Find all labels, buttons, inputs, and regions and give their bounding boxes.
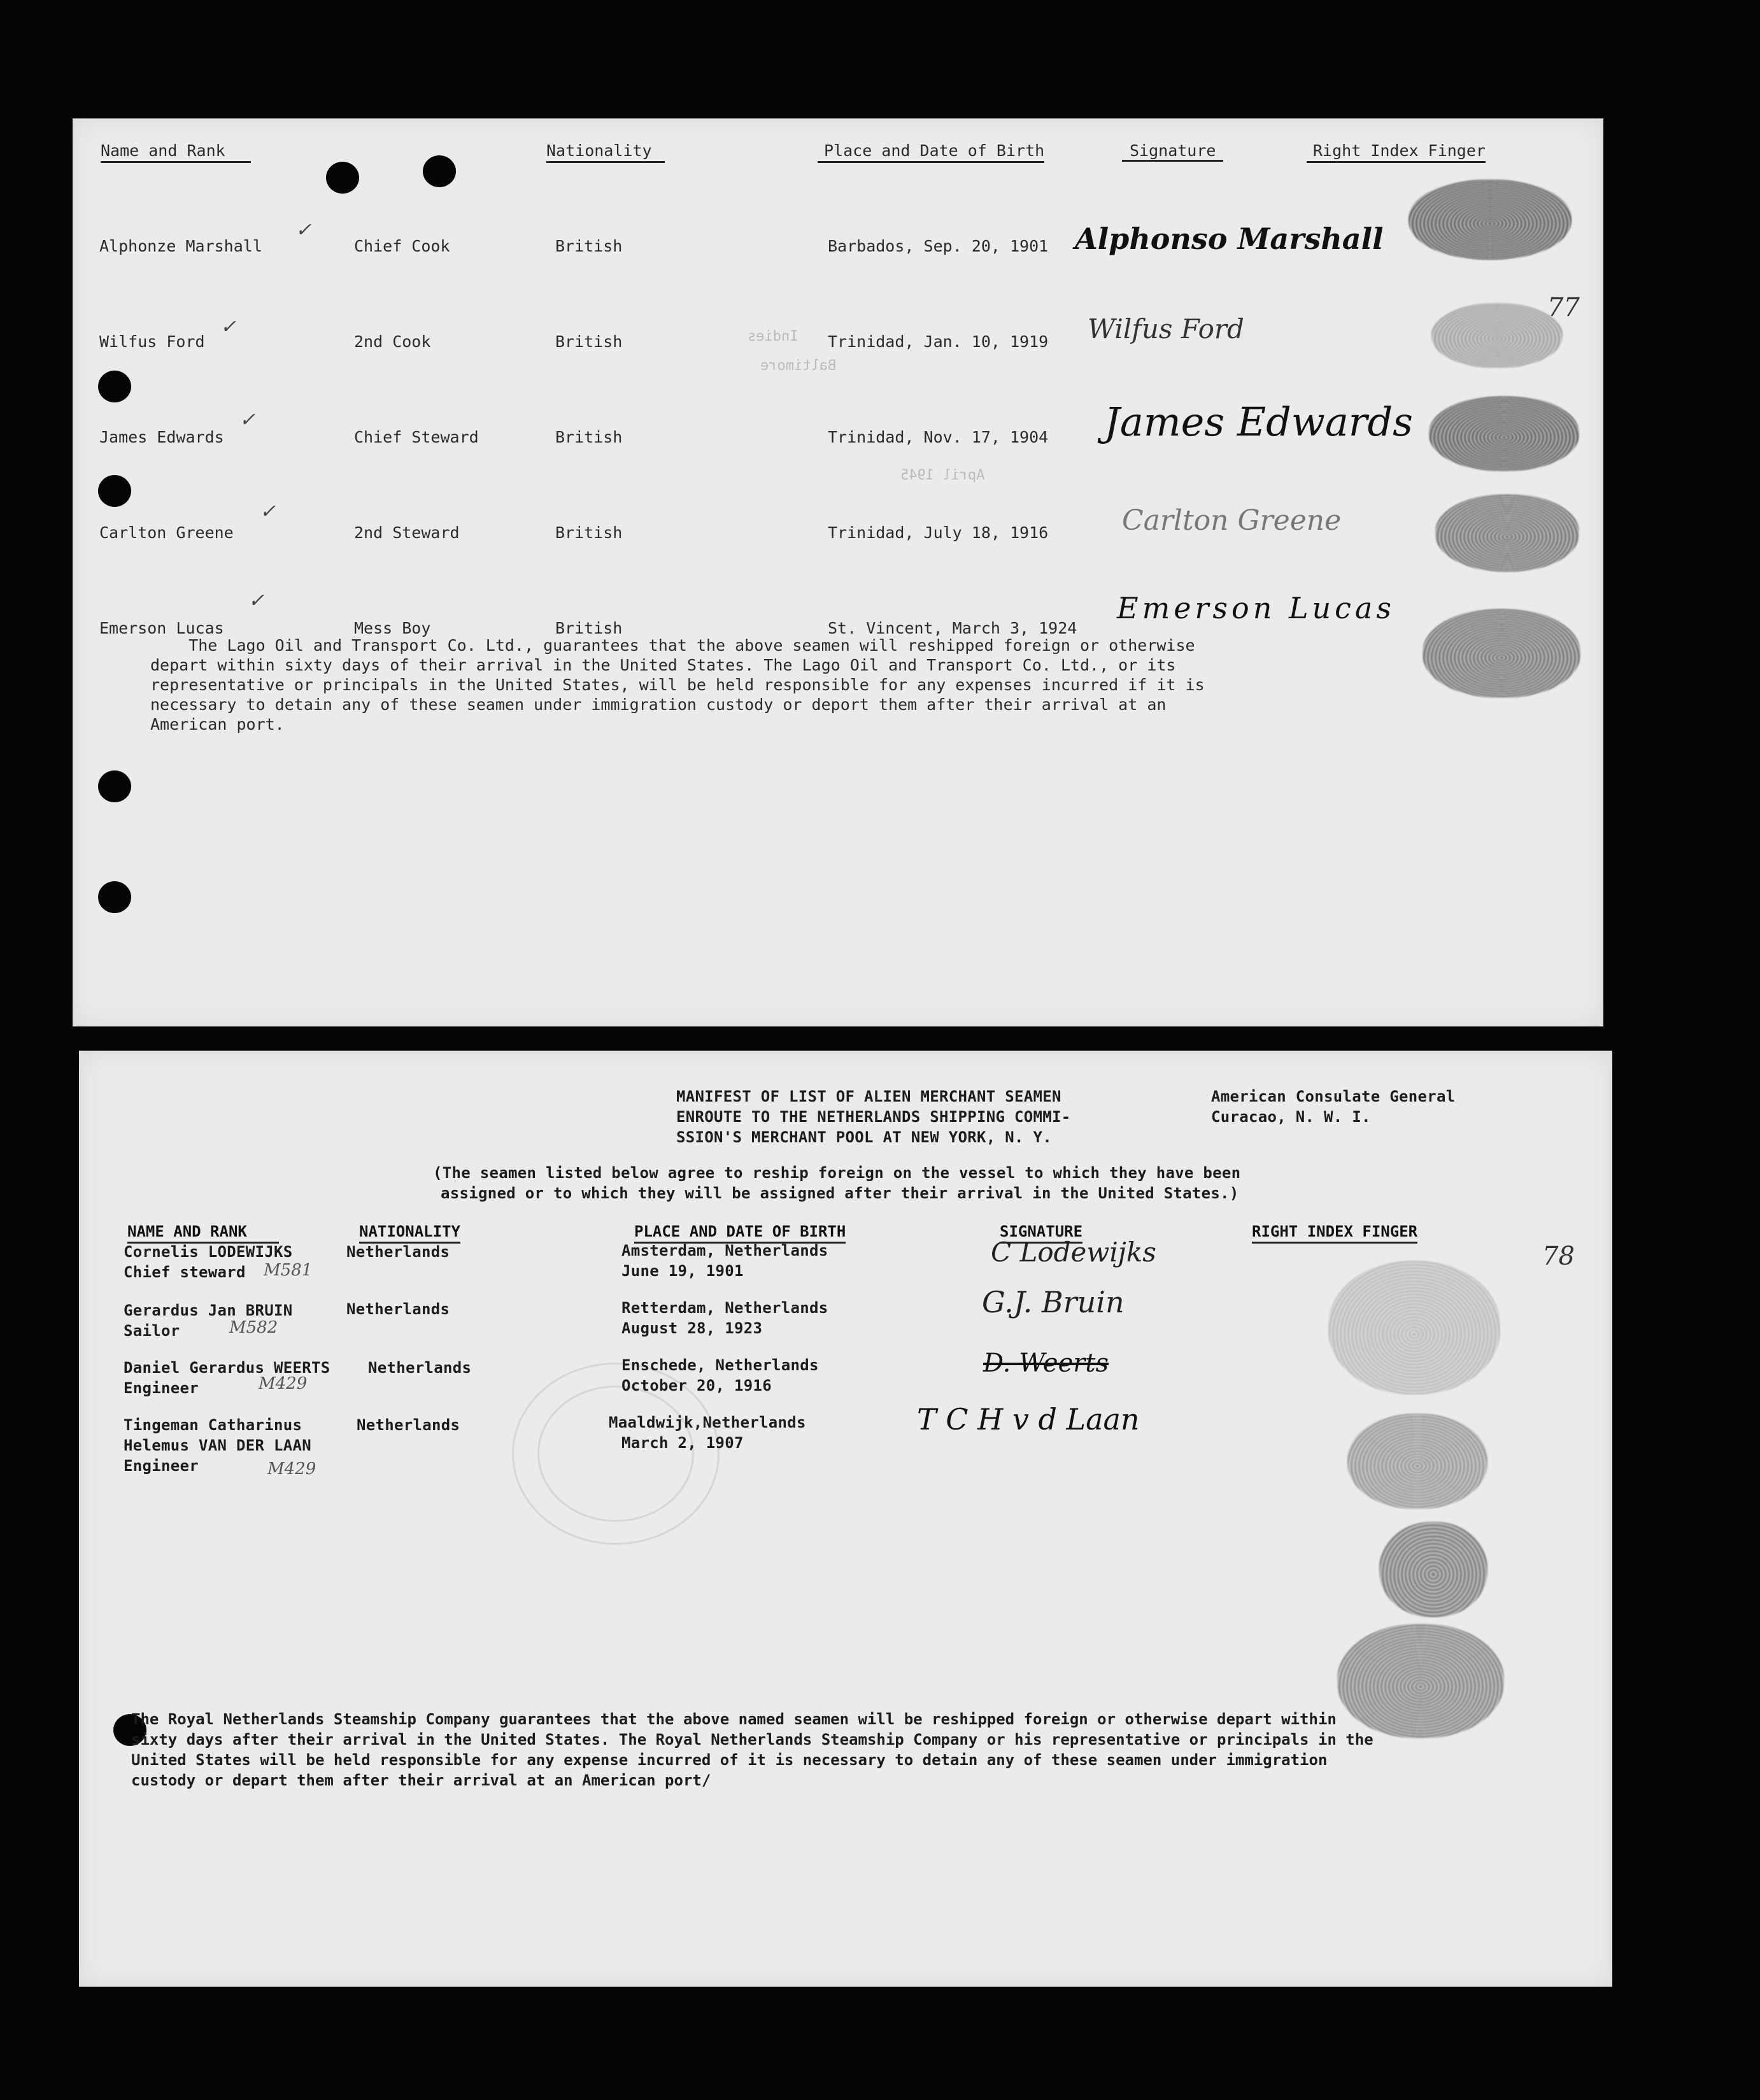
seaman-nationality: Netherlands	[368, 1359, 472, 1377]
header-nationality: NATIONALITY	[359, 1223, 460, 1244]
seaman-nationality: Netherlands	[346, 1243, 450, 1261]
seaman-nationality: Netherlands	[346, 1300, 450, 1318]
punch-hole	[98, 475, 131, 507]
guarantee-line: necessary to detain any of these seamen under immigration custody or deport them after their arrival at an	[150, 695, 1167, 714]
seaman-birth: Enschede, Netherlands	[621, 1356, 819, 1374]
seal-stamp	[537, 1386, 694, 1522]
fingerprint	[1429, 396, 1579, 471]
seaman-rank: Mess Boy	[354, 619, 431, 637]
handwritten-note: M429	[259, 1374, 308, 1393]
guarantee-line: The Royal Netherlands Steamship Company guarantees that the above named seamen will be reshipped foreign or otherwise depart within	[131, 1710, 1337, 1728]
seaman-signature: James Edwards	[1104, 399, 1413, 445]
punch-hole	[98, 770, 131, 802]
header-place-date-birth: PLACE AND DATE OF BIRTH	[634, 1223, 846, 1244]
guarantee-paragraph	[131, 1709, 1373, 1791]
header-right-index-finger: Right Index Finger	[1307, 141, 1486, 163]
notice-line: assigned or to which they will be assigned after their arrival in the United States.)	[441, 1184, 1239, 1202]
fingerprint	[1347, 1414, 1487, 1509]
seaman-name: Wilfus Ford	[99, 332, 205, 351]
guarantee-line: custody or depart them after their arrival at an American port/	[131, 1771, 711, 1789]
bleed-through-text: April 1945	[900, 467, 985, 483]
fingerprint	[1431, 303, 1563, 368]
fingerprint	[1379, 1522, 1487, 1617]
guarantee-line: The Lago Oil and Transport Co. Ltd., guarantees that the above seamen will reshipped foreign or otherwise	[150, 636, 1195, 655]
seaman-birth: Maaldwijk,Netherlands	[609, 1414, 806, 1431]
check-mark-icon: ✓	[260, 500, 276, 523]
header-signature: SIGNATURE	[1000, 1223, 1082, 1244]
page-number: 78	[1542, 1242, 1575, 1271]
manifest-title-line: SSION'S MERCHANT POOL AT NEW YORK, N. Y.	[676, 1128, 1052, 1146]
manifest-title-line: ENROUTE TO THE NETHERLANDS SHIPPING COMMI-	[676, 1108, 1071, 1126]
handwritten-note: M429	[267, 1459, 316, 1479]
punch-hole	[98, 371, 131, 402]
manifest-page-lago	[73, 118, 1603, 1026]
seaman-name-continued: Helemus VAN DER LAAN	[124, 1437, 311, 1454]
seaman-birth-date: August 28, 1923	[621, 1319, 763, 1337]
seaman-rank: Engineer	[124, 1379, 199, 1397]
seaman-signature: Wilfus Ford	[1088, 313, 1244, 344]
check-mark-icon: ✓	[239, 409, 256, 431]
seaman-nationality: British	[555, 332, 623, 351]
guarantee-line: United States will be held responsible for any expense incurred of it is necessary to detain any of these seamen under immigration	[131, 1751, 1328, 1769]
seaman-birth: Trinidad, Nov. 17, 1904	[828, 428, 1049, 446]
punch-hole	[98, 881, 131, 913]
seaman-birth: St. Vincent, March 3, 1924	[828, 619, 1077, 637]
guarantee-paragraph	[150, 635, 1205, 734]
seaman-nationality: British	[555, 428, 623, 446]
header-right-index-finger: RIGHT INDEX FINGER	[1252, 1223, 1417, 1244]
seaman-name: Alphonze Marshall	[99, 237, 262, 255]
handwritten-note: M582	[229, 1318, 278, 1337]
seaman-rank: Engineer	[124, 1457, 199, 1475]
seaman-name: Emerson Lucas	[99, 619, 224, 637]
seaman-name: Carlton Greene	[99, 523, 234, 542]
seaman-name: Gerardus Jan BRUIN	[124, 1302, 293, 1319]
guarantee-line: American port.	[150, 715, 285, 734]
seaman-name: Tingeman Catharinus	[124, 1416, 302, 1434]
seaman-nationality: British	[555, 619, 623, 637]
check-mark-icon: ✓	[295, 219, 312, 241]
seaman-birth: Trinidad, Jan. 10, 1919	[828, 332, 1049, 351]
seaman-name: Daniel Gerardus WEERTS	[124, 1359, 330, 1377]
seaman-birth: Barbados, Sep. 20, 1901	[828, 237, 1049, 255]
fingerprint	[1328, 1261, 1500, 1394]
seaman-nationality: Netherlands	[357, 1416, 460, 1434]
seaman-birth: Trinidad, July 18, 1916	[828, 523, 1049, 542]
guarantee-line: sixty days after their arrival in the United States. The Royal Netherlands Steamship Company or his representative or principals in the	[131, 1731, 1373, 1749]
seaman-signature: C Lodewijks	[991, 1237, 1156, 1268]
guarantee-line: representative or principals in the United States, will be held responsible for any expenses incurred if it is	[150, 676, 1205, 694]
seaman-signature: G.J. Bruin	[982, 1285, 1125, 1319]
seaman-birth-date: March 2, 1907	[621, 1434, 744, 1452]
bleed-through-text: Indies	[748, 329, 798, 344]
seaman-birth-date: June 19, 1901	[621, 1262, 744, 1280]
page-number: 77	[1547, 293, 1580, 322]
manifest-page-netherlands	[79, 1051, 1612, 1987]
seaman-rank: Chief Cook	[354, 237, 450, 255]
consulate-line: American Consulate General	[1211, 1088, 1456, 1105]
seaman-signature: D. Weerts	[983, 1349, 1109, 1378]
seaman-name: James Edwards	[99, 428, 224, 446]
consulate-line: Curacao, N. W. I.	[1211, 1108, 1371, 1126]
seaman-signature: Alphonso Marshall	[1075, 222, 1384, 256]
header-nationality: Nationality	[546, 141, 665, 163]
header-name-rank: Name and Rank	[101, 141, 251, 163]
handwritten-note: M581	[264, 1261, 313, 1280]
header-signature: Signature	[1122, 141, 1223, 162]
notice-line: (The seamen listed below agree to reship foreign on the vessel to which they have been	[433, 1164, 1241, 1182]
seaman-birth: Retterdam, Netherlands	[621, 1299, 828, 1317]
seaman-signature: Emerson Lucas	[1117, 591, 1395, 625]
bleed-through-text: Baltimore	[760, 358, 837, 374]
seaman-rank: 2nd Steward	[354, 523, 460, 542]
seaman-birth: Amsterdam, Netherlands	[621, 1242, 828, 1259]
seaman-birth-date: October 20, 1916	[621, 1377, 772, 1394]
seaman-nationality: British	[555, 523, 623, 542]
seaman-nationality: British	[555, 237, 623, 255]
fingerprint	[1435, 494, 1579, 572]
guarantee-line: depart within sixty days of their arrival in the United States. The Lago Oil and Transport Co. Ltd., or its	[150, 656, 1176, 674]
seaman-rank: 2nd Cook	[354, 332, 431, 351]
seaman-rank: Chief Steward	[354, 428, 479, 446]
seaman-rank: Sailor	[124, 1322, 180, 1340]
punch-hole	[423, 155, 456, 187]
seaman-name: Cornelis LODEWIJKS	[124, 1243, 293, 1261]
header-name-rank: NAME AND RANK	[127, 1223, 279, 1244]
check-mark-icon: ✓	[220, 316, 237, 338]
seaman-rank: Chief steward	[124, 1263, 246, 1281]
fingerprint	[1423, 609, 1580, 698]
seaman-signature: Carlton Greene	[1122, 504, 1342, 537]
manifest-title-line: MANIFEST OF LIST OF ALIEN MERCHANT SEAMEN	[676, 1088, 1061, 1105]
seaman-signature: T C H v d Laan	[917, 1402, 1140, 1437]
header-place-date-birth: Place and Date of Birth	[818, 141, 1044, 163]
check-mark-icon: ✓	[248, 590, 265, 612]
fingerprint	[1409, 180, 1572, 260]
punch-hole	[326, 162, 359, 194]
